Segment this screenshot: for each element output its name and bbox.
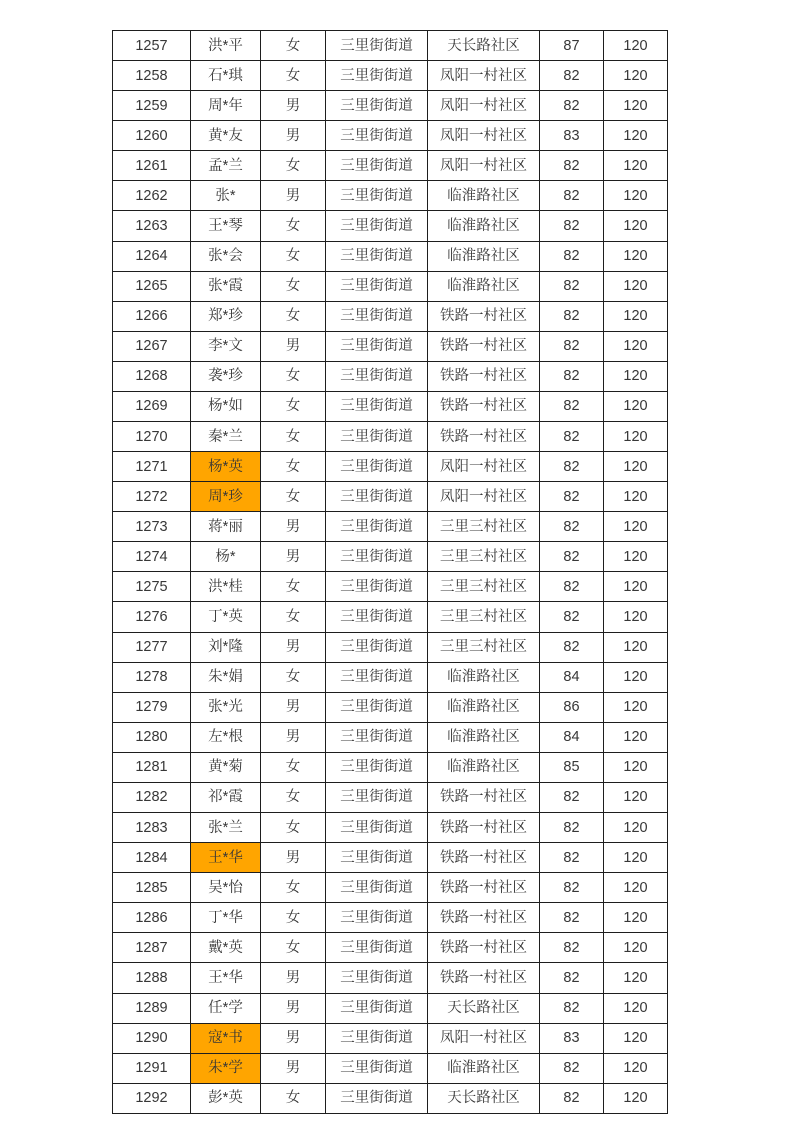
table-row — [113, 813, 668, 843]
cell-score: 82 — [540, 1083, 604, 1113]
cell-street: 三里街街道 — [326, 91, 428, 121]
cell-total: 120 — [604, 1023, 668, 1053]
cell-community: 临淮路社区 — [428, 211, 540, 241]
cell-gender: 女 — [261, 452, 326, 482]
cell-gender: 男 — [261, 542, 326, 572]
cell-community: 天长路社区 — [428, 31, 540, 61]
table-row — [113, 722, 668, 752]
cell-score: 82 — [540, 1053, 604, 1083]
cell-street: 三里街街道 — [326, 933, 428, 963]
cell-street: 三里街街道 — [326, 391, 428, 421]
cell-street: 三里街街道 — [326, 1023, 428, 1053]
cell-name: 杨* — [191, 542, 261, 572]
cell-street: 三里街街道 — [326, 241, 428, 271]
cell-score: 82 — [540, 813, 604, 843]
cell-name: 朱*娟 — [191, 662, 261, 692]
cell-id: 1283 — [113, 813, 191, 843]
cell-id: 1290 — [113, 1023, 191, 1053]
cell-score: 82 — [540, 843, 604, 873]
cell-name: 杨*英 — [191, 452, 261, 482]
cell-name: 张*会 — [191, 241, 261, 271]
cell-name: 石*琪 — [191, 61, 261, 91]
table-row — [113, 692, 668, 722]
table-row — [113, 211, 668, 241]
cell-score: 82 — [540, 361, 604, 391]
cell-score: 82 — [540, 602, 604, 632]
cell-score: 82 — [540, 151, 604, 181]
cell-street: 三里街街道 — [326, 512, 428, 542]
cell-name: 孟*兰 — [191, 151, 261, 181]
cell-name: 郑*珍 — [191, 301, 261, 331]
cell-id: 1274 — [113, 542, 191, 572]
cell-street: 三里街街道 — [326, 31, 428, 61]
cell-street: 三里街街道 — [326, 61, 428, 91]
cell-total: 120 — [604, 271, 668, 301]
table-row — [113, 271, 668, 301]
cell-score: 86 — [540, 692, 604, 722]
cell-id: 1275 — [113, 572, 191, 602]
cell-name: 王*琴 — [191, 211, 261, 241]
cell-id: 1263 — [113, 211, 191, 241]
cell-gender: 女 — [261, 391, 326, 421]
cell-street: 三里街街道 — [326, 181, 428, 211]
cell-id: 1289 — [113, 993, 191, 1023]
cell-total: 120 — [604, 813, 668, 843]
table-row — [113, 91, 668, 121]
cell-gender: 女 — [261, 782, 326, 812]
cell-total: 120 — [604, 692, 668, 722]
cell-name: 任*学 — [191, 993, 261, 1023]
cell-name: 吴*怡 — [191, 873, 261, 903]
table-row — [113, 662, 668, 692]
cell-gender: 男 — [261, 843, 326, 873]
cell-community: 凤阳一村社区 — [428, 482, 540, 512]
cell-id: 1269 — [113, 391, 191, 421]
cell-score: 82 — [540, 301, 604, 331]
cell-name: 周*珍 — [191, 482, 261, 512]
cell-gender: 女 — [261, 61, 326, 91]
cell-street: 三里街街道 — [326, 843, 428, 873]
cell-score: 87 — [540, 31, 604, 61]
cell-community: 天长路社区 — [428, 1083, 540, 1113]
cell-id: 1281 — [113, 752, 191, 782]
cell-score: 82 — [540, 181, 604, 211]
cell-community: 铁路一村社区 — [428, 843, 540, 873]
cell-gender: 男 — [261, 692, 326, 722]
table-row — [113, 151, 668, 181]
cell-id: 1277 — [113, 632, 191, 662]
cell-total: 120 — [604, 903, 668, 933]
cell-name: 寇*书 — [191, 1023, 261, 1053]
cell-id: 1272 — [113, 482, 191, 512]
cell-score: 82 — [540, 91, 604, 121]
cell-street: 三里街街道 — [326, 151, 428, 181]
cell-name: 祁*霞 — [191, 782, 261, 812]
cell-gender: 女 — [261, 933, 326, 963]
cell-id: 1265 — [113, 271, 191, 301]
cell-id: 1287 — [113, 933, 191, 963]
cell-gender: 男 — [261, 1053, 326, 1083]
cell-community: 三里三村社区 — [428, 542, 540, 572]
cell-total: 120 — [604, 452, 668, 482]
cell-community: 铁路一村社区 — [428, 361, 540, 391]
table-row — [113, 542, 668, 572]
cell-id: 1285 — [113, 873, 191, 903]
cell-name: 袭*珍 — [191, 361, 261, 391]
cell-total: 120 — [604, 61, 668, 91]
cell-total: 120 — [604, 782, 668, 812]
cell-name: 黄*友 — [191, 121, 261, 151]
cell-street: 三里街街道 — [326, 572, 428, 602]
cell-street: 三里街街道 — [326, 482, 428, 512]
table-row — [113, 993, 668, 1023]
cell-name: 王*华 — [191, 843, 261, 873]
cell-total: 120 — [604, 1083, 668, 1113]
cell-id: 1260 — [113, 121, 191, 151]
cell-name: 左*根 — [191, 722, 261, 752]
cell-score: 82 — [540, 241, 604, 271]
cell-gender: 女 — [261, 301, 326, 331]
cell-total: 120 — [604, 301, 668, 331]
table-row — [113, 963, 668, 993]
cell-street: 三里街街道 — [326, 662, 428, 692]
table-row — [113, 331, 668, 361]
table-row — [113, 121, 668, 151]
cell-total: 120 — [604, 843, 668, 873]
cell-id: 1264 — [113, 241, 191, 271]
table-row — [113, 31, 668, 61]
cell-score: 82 — [540, 512, 604, 542]
table-row — [113, 843, 668, 873]
cell-name: 张*兰 — [191, 813, 261, 843]
cell-street: 三里街街道 — [326, 542, 428, 572]
table-body — [113, 31, 668, 1114]
cell-community: 铁路一村社区 — [428, 391, 540, 421]
cell-community: 凤阳一村社区 — [428, 61, 540, 91]
cell-total: 120 — [604, 873, 668, 903]
cell-community: 三里三村社区 — [428, 632, 540, 662]
cell-gender: 女 — [261, 271, 326, 301]
cell-name: 蒋*丽 — [191, 512, 261, 542]
cell-community: 临淮路社区 — [428, 1053, 540, 1083]
cell-community: 凤阳一村社区 — [428, 1023, 540, 1053]
cell-id: 1257 — [113, 31, 191, 61]
table-row — [113, 903, 668, 933]
cell-gender: 男 — [261, 121, 326, 151]
cell-community: 凤阳一村社区 — [428, 151, 540, 181]
cell-community: 铁路一村社区 — [428, 903, 540, 933]
cell-score: 85 — [540, 752, 604, 782]
cell-street: 三里街街道 — [326, 813, 428, 843]
cell-total: 120 — [604, 542, 668, 572]
cell-street: 三里街街道 — [326, 722, 428, 752]
cell-name: 秦*兰 — [191, 422, 261, 452]
cell-name: 张*光 — [191, 692, 261, 722]
cell-total: 120 — [604, 391, 668, 421]
cell-id: 1276 — [113, 602, 191, 632]
table-row — [113, 301, 668, 331]
cell-score: 82 — [540, 211, 604, 241]
cell-id: 1282 — [113, 782, 191, 812]
cell-total: 120 — [604, 31, 668, 61]
cell-gender: 男 — [261, 512, 326, 542]
cell-community: 临淮路社区 — [428, 241, 540, 271]
cell-name: 张*霞 — [191, 271, 261, 301]
cell-score: 83 — [540, 121, 604, 151]
cell-score: 82 — [540, 782, 604, 812]
cell-score: 82 — [540, 963, 604, 993]
cell-gender: 女 — [261, 151, 326, 181]
cell-total: 120 — [604, 181, 668, 211]
cell-community: 三里三村社区 — [428, 512, 540, 542]
cell-street: 三里街街道 — [326, 632, 428, 662]
cell-community: 铁路一村社区 — [428, 873, 540, 903]
cell-score: 82 — [540, 391, 604, 421]
cell-community: 铁路一村社区 — [428, 963, 540, 993]
cell-community: 铁路一村社区 — [428, 331, 540, 361]
cell-community: 铁路一村社区 — [428, 422, 540, 452]
cell-total: 120 — [604, 361, 668, 391]
cell-community: 临淮路社区 — [428, 752, 540, 782]
cell-community: 铁路一村社区 — [428, 782, 540, 812]
cell-id: 1267 — [113, 331, 191, 361]
cell-gender: 男 — [261, 181, 326, 211]
cell-gender: 女 — [261, 662, 326, 692]
cell-street: 三里街街道 — [326, 963, 428, 993]
cell-total: 120 — [604, 632, 668, 662]
cell-id: 1259 — [113, 91, 191, 121]
cell-community: 铁路一村社区 — [428, 813, 540, 843]
cell-total: 120 — [604, 482, 668, 512]
table-row — [113, 391, 668, 421]
table-row — [113, 422, 668, 452]
cell-id: 1261 — [113, 151, 191, 181]
cell-gender: 男 — [261, 632, 326, 662]
cell-score: 82 — [540, 993, 604, 1023]
cell-gender: 女 — [261, 602, 326, 632]
cell-street: 三里街街道 — [326, 211, 428, 241]
table-row — [113, 452, 668, 482]
cell-community: 临淮路社区 — [428, 662, 540, 692]
cell-gender: 女 — [261, 903, 326, 933]
cell-total: 120 — [604, 422, 668, 452]
table-row — [113, 602, 668, 632]
cell-name: 朱*学 — [191, 1053, 261, 1083]
cell-total: 120 — [604, 151, 668, 181]
table-row — [113, 1083, 668, 1113]
cell-street: 三里街街道 — [326, 1083, 428, 1113]
cell-community: 临淮路社区 — [428, 722, 540, 752]
cell-gender: 女 — [261, 211, 326, 241]
cell-total: 120 — [604, 1053, 668, 1083]
cell-gender: 女 — [261, 873, 326, 903]
cell-gender: 女 — [261, 813, 326, 843]
cell-score: 82 — [540, 903, 604, 933]
table-row — [113, 61, 668, 91]
participants-table — [112, 30, 668, 1114]
cell-total: 120 — [604, 91, 668, 121]
cell-id: 1292 — [113, 1083, 191, 1113]
cell-total: 120 — [604, 963, 668, 993]
cell-street: 三里街街道 — [326, 993, 428, 1023]
table-row — [113, 1053, 668, 1083]
cell-id: 1262 — [113, 181, 191, 211]
table-row — [113, 933, 668, 963]
cell-community: 铁路一村社区 — [428, 301, 540, 331]
cell-total: 120 — [604, 512, 668, 542]
cell-id: 1288 — [113, 963, 191, 993]
cell-community: 三里三村社区 — [428, 572, 540, 602]
cell-total: 120 — [604, 722, 668, 752]
cell-total: 120 — [604, 121, 668, 151]
cell-score: 82 — [540, 933, 604, 963]
cell-gender: 女 — [261, 241, 326, 271]
cell-id: 1273 — [113, 512, 191, 542]
cell-community: 临淮路社区 — [428, 271, 540, 301]
cell-id: 1271 — [113, 452, 191, 482]
cell-gender: 女 — [261, 361, 326, 391]
cell-id: 1278 — [113, 662, 191, 692]
cell-id: 1279 — [113, 692, 191, 722]
cell-id: 1286 — [113, 903, 191, 933]
cell-gender: 男 — [261, 963, 326, 993]
table-row — [113, 873, 668, 903]
cell-name: 洪*桂 — [191, 572, 261, 602]
cell-score: 84 — [540, 662, 604, 692]
table-row — [113, 241, 668, 271]
cell-id: 1270 — [113, 422, 191, 452]
cell-id: 1284 — [113, 843, 191, 873]
cell-name: 周*年 — [191, 91, 261, 121]
cell-street: 三里街街道 — [326, 782, 428, 812]
table-row — [113, 632, 668, 662]
cell-total: 120 — [604, 993, 668, 1023]
cell-id: 1291 — [113, 1053, 191, 1083]
cell-gender: 女 — [261, 482, 326, 512]
cell-total: 120 — [604, 933, 668, 963]
cell-name: 刘*隆 — [191, 632, 261, 662]
cell-community: 凤阳一村社区 — [428, 91, 540, 121]
cell-gender: 男 — [261, 91, 326, 121]
cell-score: 82 — [540, 422, 604, 452]
cell-street: 三里街街道 — [326, 361, 428, 391]
table-row — [113, 782, 668, 812]
cell-street: 三里街街道 — [326, 752, 428, 782]
cell-total: 120 — [604, 211, 668, 241]
cell-id: 1280 — [113, 722, 191, 752]
cell-street: 三里街街道 — [326, 602, 428, 632]
cell-score: 82 — [540, 61, 604, 91]
cell-community: 临淮路社区 — [428, 692, 540, 722]
cell-name: 黄*菊 — [191, 752, 261, 782]
cell-community: 临淮路社区 — [428, 181, 540, 211]
cell-score: 82 — [540, 873, 604, 903]
cell-street: 三里街街道 — [326, 422, 428, 452]
table-row — [113, 482, 668, 512]
cell-gender: 女 — [261, 422, 326, 452]
cell-name: 杨*如 — [191, 391, 261, 421]
cell-total: 120 — [604, 662, 668, 692]
cell-gender: 男 — [261, 993, 326, 1023]
cell-score: 83 — [540, 1023, 604, 1053]
table-row — [113, 1023, 668, 1053]
cell-score: 82 — [540, 271, 604, 301]
cell-street: 三里街街道 — [326, 903, 428, 933]
table-row — [113, 752, 668, 782]
table-row — [113, 512, 668, 542]
cell-gender: 女 — [261, 31, 326, 61]
cell-gender: 女 — [261, 1083, 326, 1113]
cell-score: 82 — [540, 542, 604, 572]
cell-id: 1266 — [113, 301, 191, 331]
cell-total: 120 — [604, 241, 668, 271]
cell-street: 三里街街道 — [326, 1053, 428, 1083]
cell-community: 三里三村社区 — [428, 602, 540, 632]
cell-id: 1268 — [113, 361, 191, 391]
cell-community: 天长路社区 — [428, 993, 540, 1023]
cell-score: 82 — [540, 482, 604, 512]
cell-total: 120 — [604, 331, 668, 361]
cell-street: 三里街街道 — [326, 301, 428, 331]
cell-name: 李*文 — [191, 331, 261, 361]
cell-name: 戴*英 — [191, 933, 261, 963]
cell-community: 凤阳一村社区 — [428, 452, 540, 482]
cell-street: 三里街街道 — [326, 121, 428, 151]
cell-name: 丁*英 — [191, 602, 261, 632]
cell-score: 84 — [540, 722, 604, 752]
cell-total: 120 — [604, 752, 668, 782]
cell-name: 彭*英 — [191, 1083, 261, 1113]
cell-name: 丁*华 — [191, 903, 261, 933]
cell-score: 82 — [540, 331, 604, 361]
cell-street: 三里街街道 — [326, 452, 428, 482]
cell-community: 铁路一村社区 — [428, 933, 540, 963]
cell-gender: 男 — [261, 1023, 326, 1053]
cell-score: 82 — [540, 572, 604, 602]
table-row — [113, 181, 668, 211]
cell-name: 王*华 — [191, 963, 261, 993]
cell-score: 82 — [540, 632, 604, 662]
table-row — [113, 361, 668, 391]
cell-gender: 男 — [261, 331, 326, 361]
cell-score: 82 — [540, 452, 604, 482]
cell-street: 三里街街道 — [326, 873, 428, 903]
cell-total: 120 — [604, 572, 668, 602]
cell-name: 张* — [191, 181, 261, 211]
cell-street: 三里街街道 — [326, 271, 428, 301]
cell-community: 凤阳一村社区 — [428, 121, 540, 151]
cell-total: 120 — [604, 602, 668, 632]
table-row — [113, 572, 668, 602]
cell-name: 洪*平 — [191, 31, 261, 61]
cell-street: 三里街街道 — [326, 331, 428, 361]
cell-id: 1258 — [113, 61, 191, 91]
cell-gender: 女 — [261, 572, 326, 602]
cell-street: 三里街街道 — [326, 692, 428, 722]
cell-gender: 男 — [261, 722, 326, 752]
cell-gender: 女 — [261, 752, 326, 782]
